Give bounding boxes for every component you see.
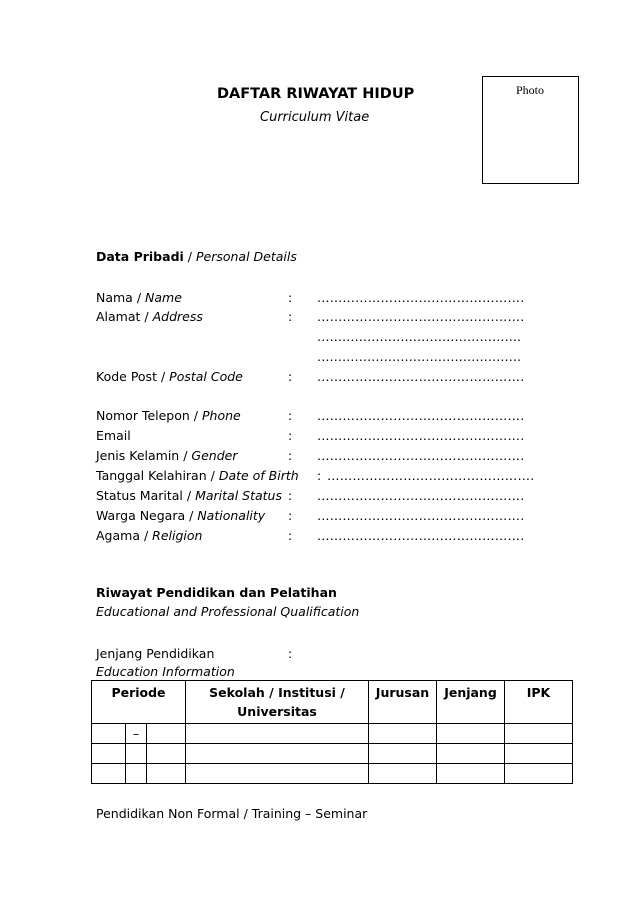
cell-period-end[interactable] [147,724,186,744]
field-colon: : [288,508,293,523]
cell-period-start[interactable] [92,764,126,784]
education-table [91,680,573,784]
header-periode: Periode [92,681,186,724]
field-value-placeholder[interactable]: …………………………………………. [317,369,525,384]
header-school [186,681,369,724]
cell-period-dash [126,764,147,784]
field-label-en: Nationality [197,508,266,523]
field-label [96,308,203,326]
cell-level[interactable] [437,724,505,744]
cell-period-end[interactable] [147,764,186,784]
field-label-id: Nama [96,290,133,305]
field-label-id: Email [96,428,131,443]
cell-period-end[interactable] [147,744,186,764]
field-colon: : [288,448,293,463]
field-sep: / [156,369,170,384]
field-colon: : [288,488,293,503]
cell-level[interactable] [437,744,505,764]
field-label [96,467,299,485]
field-sep: / [140,309,153,324]
field-colon: : [288,408,293,423]
cell-school[interactable] [186,764,369,784]
education-title-en: Educational and Professional Qualification [96,604,360,619]
education-level-colon: : [288,646,293,661]
field-label [96,447,237,465]
cell-major[interactable] [369,744,437,764]
cell-gpa[interactable] [505,744,573,764]
field-label-id: Tanggal Kelahiran [96,468,207,483]
cell-school[interactable] [186,744,369,764]
nonformal-education-title: Pendidikan Non Formal / Training – Seminar [96,806,368,821]
field-label-id: Alamat [96,309,141,324]
personal-title-id: Data Pribadi [96,249,184,264]
field-label-en: Marital Status [195,488,282,503]
field-sep: / [179,448,192,463]
table-header-row [92,681,573,724]
field-colon: : [317,468,322,483]
field-label [96,368,243,386]
table-row [92,764,573,784]
education-title-id: Riwayat Pendidikan dan Pelatihan [96,585,337,600]
document-subtitle: Curriculum Vitae [260,110,370,125]
field-label-id: Kode Post [96,369,157,384]
personal-title-sep: / [183,249,196,264]
cell-period-start[interactable] [92,744,126,764]
field-colon: : [288,369,293,384]
cell-major[interactable] [369,764,437,784]
personal-title-en: Personal Details [195,249,297,264]
address-line-2-placeholder[interactable]: …………………………………………. [317,329,521,344]
field-label-id: Agama [96,528,140,543]
field-label-en: Name [145,290,182,305]
field-value-placeholder[interactable]: …………………………………………. [317,408,525,423]
field-label-id: Warga Negara [96,508,186,523]
personal-section-title [96,249,297,264]
field-sep: / [139,528,153,543]
header-gpa: IPK [505,681,573,724]
education-info-label: Education Information [96,664,235,679]
field-sep: / [182,488,196,503]
field-sep: / [185,508,198,523]
cell-period-start[interactable] [92,724,126,744]
field-value-placeholder[interactable]: …………………………………………. [317,448,525,463]
photo-label: Photo [516,83,545,97]
field-label-en: Gender [191,448,238,463]
field-colon: : [288,309,293,324]
cell-school[interactable] [186,724,369,744]
document-title: DAFTAR RIWAYAT HIDUP [217,86,415,102]
field-label-id: Jenis Kelamin [96,448,180,463]
cell-gpa[interactable] [505,764,573,784]
field-label [96,427,131,445]
table-row [92,724,573,744]
field-value-placeholder[interactable]: …………………………………………. [317,508,525,523]
cell-period-dash [126,744,147,764]
field-label [96,289,182,307]
table-row [92,744,573,764]
field-value-placeholder[interactable]: …………………………………………. [317,488,525,503]
field-colon: : [288,428,293,443]
field-value-placeholder[interactable]: …………………………………………. [317,528,525,543]
field-label-en: Address [152,309,203,324]
header-major: Jurusan [369,681,437,724]
cell-period-dash: – [126,724,147,744]
field-sep: / [132,290,146,305]
education-level-label: Jenjang Pendidikan [96,646,215,661]
field-value-placeholder[interactable]: …………………………………………. [317,290,525,305]
field-value-placeholder[interactable]: …………………………………………. [317,428,525,443]
field-label-en: Phone [201,408,241,423]
header-level: Jenjang [437,681,505,724]
field-label-en: Date of Birth [218,468,299,483]
cell-major[interactable] [369,724,437,744]
field-sep: / [189,408,202,423]
address-line-3-placeholder[interactable]: …………………………………………. [317,349,521,364]
header-school-text: Sekolah / Institusi / Universitas [209,685,345,719]
field-label [96,407,241,425]
field-label [96,527,202,545]
field-sep: / [206,468,219,483]
field-label-en: Religion [152,528,203,543]
field-value-placeholder[interactable]: …………………………………………. [317,309,525,324]
cell-gpa[interactable] [505,724,573,744]
field-label-en: Postal Code [169,369,243,384]
field-colon: : [288,290,293,305]
field-colon: : [288,528,293,543]
cell-level[interactable] [437,764,505,784]
field-value-placeholder[interactable]: …………………………………………. [327,468,535,483]
field-label [96,487,282,505]
photo-box [482,76,579,184]
field-label-id: Nomor Telepon [96,408,190,423]
field-label [96,507,265,525]
field-label-id: Status Marital [96,488,183,503]
